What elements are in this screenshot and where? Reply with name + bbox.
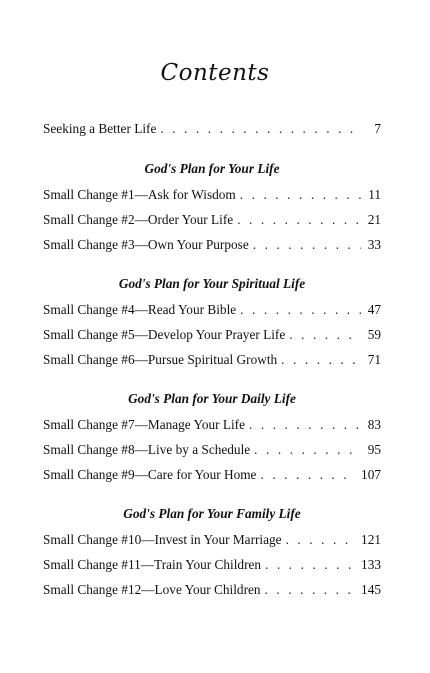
- toc-entry-label: Small Change #8—Live by a Schedule: [43, 442, 251, 457]
- toc-entry-label: Small Change #9—Care for Your Home: [43, 467, 257, 482]
- spacer: [43, 487, 381, 501]
- toc-entry[interactable]: [43, 527, 381, 552]
- toc-page-number: 95: [367, 442, 381, 457]
- dot-leader: [160, 116, 361, 141]
- dot-leader: [240, 182, 361, 207]
- toc-entry[interactable]: [43, 207, 381, 232]
- dot-leader: [265, 552, 355, 577]
- toc-entry-label: Small Change #10—Invest in Your Marriage: [43, 532, 282, 547]
- section-heading: God's Plan for Your Daily Life: [128, 391, 296, 406]
- section-heading: God's Plan for Your Life: [144, 161, 280, 176]
- dot-leader: [253, 232, 361, 257]
- dot-leader: [240, 297, 361, 322]
- dot-leader: [286, 527, 355, 552]
- page-title: Contents: [160, 60, 270, 86]
- toc-entry[interactable]: [43, 462, 381, 487]
- toc-page-number: 145: [361, 582, 381, 597]
- dot-leader: [281, 347, 361, 372]
- toc-entry-label: Small Change #3—Own Your Purpose: [43, 237, 249, 252]
- spacer: [43, 372, 381, 386]
- dot-leader: [249, 412, 361, 437]
- spacer: [43, 141, 381, 156]
- toc-entry-label: Small Change #11—Train Your Children: [43, 557, 262, 572]
- toc-page-number: 47: [367, 302, 381, 317]
- toc-entry[interactable]: [43, 577, 381, 602]
- toc-page-number: 33: [367, 237, 381, 252]
- toc-entry[interactable]: [43, 347, 381, 372]
- toc-entry[interactable]: [43, 232, 381, 257]
- toc-entry-intro[interactable]: [43, 116, 381, 141]
- toc-page-number: 71: [367, 352, 381, 367]
- dot-leader: [265, 577, 356, 602]
- section-heading: God's Plan for Your Family Life: [123, 506, 301, 521]
- toc-entry-label: Small Change #12—Love Your Children: [43, 582, 261, 597]
- section-heading: God's Plan for Your Spiritual Life: [118, 276, 306, 291]
- toc-page-number: 59: [367, 327, 381, 342]
- dot-leader: [254, 437, 361, 462]
- toc-entry-label: Small Change #2—Order Your Life: [43, 212, 234, 227]
- table-of-contents: [43, 116, 381, 602]
- toc-page-number: 107: [361, 467, 381, 482]
- spacer: [43, 257, 381, 271]
- toc-page-number: 83: [367, 417, 381, 432]
- toc-entry[interactable]: [43, 412, 381, 437]
- toc-page-number: 7: [374, 121, 381, 136]
- toc-entry-label: Small Change #7—Manage Your Life: [43, 417, 246, 432]
- toc-entry[interactable]: [43, 322, 381, 347]
- toc-entry-label: Small Change #5—Develop Your Prayer Life: [43, 327, 286, 342]
- toc-entry-label: Seeking a Better Life: [43, 121, 157, 136]
- toc-entry[interactable]: [43, 437, 381, 462]
- toc-entry[interactable]: [43, 297, 381, 322]
- dot-leader: [260, 462, 355, 487]
- toc-entry-label: Small Change #4—Read Your Bible: [43, 302, 237, 317]
- toc-page-number: 21: [367, 212, 381, 227]
- toc-entry-label: Small Change #6—Pursue Spiritual Growth: [43, 352, 278, 367]
- toc-entry[interactable]: [43, 182, 381, 207]
- dot-leader: [289, 322, 361, 347]
- toc-page-number: 11: [368, 187, 381, 202]
- toc-entry-label: Small Change #1—Ask for Wisdom: [43, 187, 236, 202]
- toc-page-number: 121: [361, 532, 381, 547]
- dot-leader: [237, 207, 361, 232]
- toc-entry[interactable]: [43, 552, 381, 577]
- toc-page-number: 133: [361, 557, 381, 572]
